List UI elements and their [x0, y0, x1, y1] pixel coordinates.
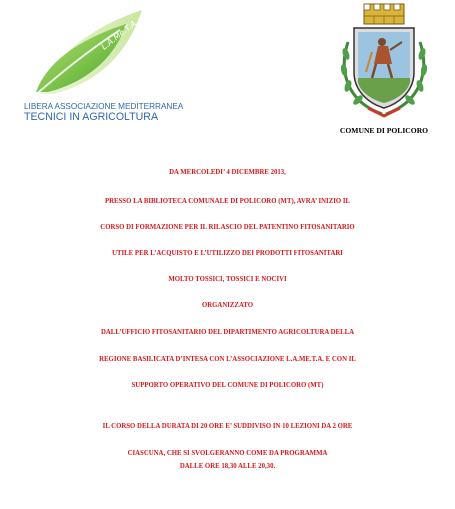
organized-heading: ORGANIZZATO — [201, 302, 254, 309]
course-hours-line: DALLE ORE 18,30 ALLE 20,30. — [179, 463, 276, 470]
announcement-venue-line: PRESSO LA BIBLIOTECA COMUNALE DI POLICORO (MT), AVRA’ INIZIO IL — [104, 198, 351, 205]
leaf-logo-icon — [30, 6, 150, 98]
announcement-date-line: DA MERCOLEDI’ 4 DICEMBRE 2013, — [169, 169, 286, 176]
organizer-line-1: DALL’UFFICIO FITOSANITARIO DEL DIPARTIMENTO AGRICOLTURA DELLA — [100, 329, 355, 336]
course-schedule-line: CIASCUNA, CHE SI SVOLGERANNO COME DA PROGRAMMA — [127, 450, 328, 457]
coat-of-arms-icon — [338, 2, 430, 120]
course-title-line: CORSO DI FORMAZIONE PER IL RILASCIO DEL PATENTINO FITOSANITARIO — [100, 224, 355, 231]
organizer-line-3: SUPPORTO OPERATIVO DEL COMUNE DI POLICORO (MT) — [131, 382, 324, 389]
course-purpose-line: UTILE PER L’ACQUISTO E L’UTILIZZO DEI PRODOTTI FITOSANITARI — [112, 250, 343, 257]
logo-association-name: LIBERA ASSOCIAZIONE MEDITERRANEA — [24, 102, 184, 111]
course-categories-line: MOLTO TOSSICI, TOSSICI E NOCIVI — [168, 276, 287, 283]
organizer-line-2: REGIONE BASILICATA D’INTESA CON L’ASSOCIAZIONE L.A.ME.T.A. E CON IL — [99, 356, 356, 363]
course-duration-line: IL CORSO DELLA DURATA DI 20 ORE E’ SUDDIVISO IN 10 LEZIONI DA 2 ORE — [102, 423, 353, 430]
municipality-caption: COMUNE DI POLICORO — [339, 126, 429, 135]
logo-wordmark: L.A.Me.T.A. — [99, 17, 141, 52]
lameta-logo — [18, 6, 184, 124]
policoro-coat-of-arms — [326, 2, 442, 137]
logo-association-subtitle: TECNICI IN AGRICOLTURA — [24, 111, 159, 123]
